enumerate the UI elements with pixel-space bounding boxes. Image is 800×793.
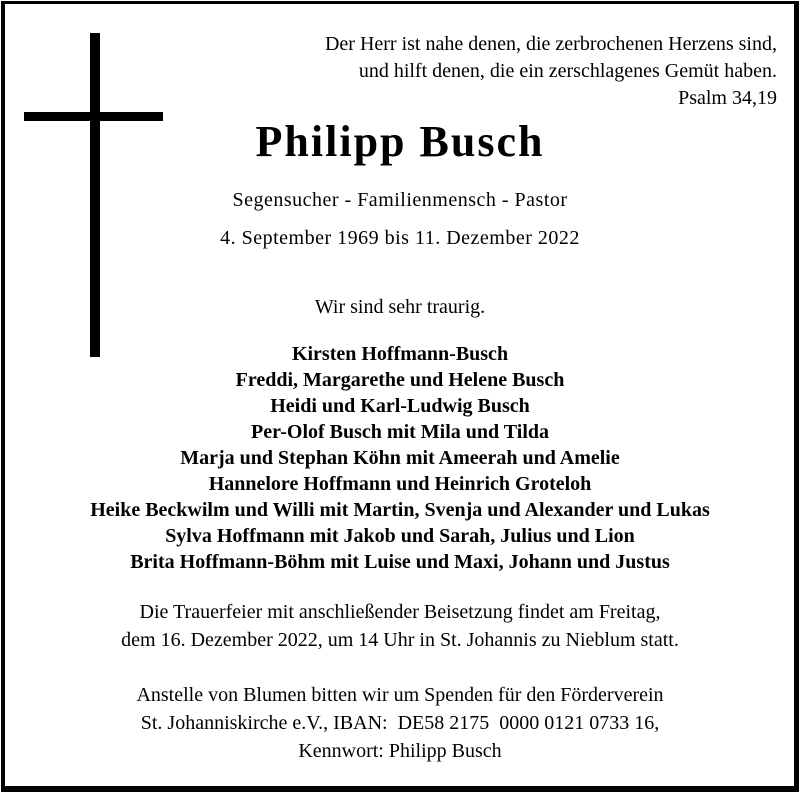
mourner-line: Freddi, Margarethe und Helene Busch [235, 369, 565, 391]
mourner-line: Hannelore Hoffmann und Heinrich Groteloh [208, 473, 592, 495]
funeral-details [0, 598, 800, 654]
quote-line: Der Herr ist nahe denen, die zerbrochenen Herzens sind, [324, 33, 777, 55]
donation-line: Kennwort: Philipp Busch [298, 740, 502, 762]
mourner-line: Per-Olof Busch mit Mila und Tilda [251, 421, 549, 443]
mourners-list [0, 341, 800, 575]
life-dates: 4. September 1969 bis 11. Dezember 2022 [220, 227, 580, 249]
mourner-line: Heidi und Karl-Ludwig Busch [270, 395, 530, 417]
quote-line: und hilft denen, die ein zerschlagenes Gemüt haben. [358, 60, 777, 82]
mourner-line: Sylva Hoffmann mit Jakob und Sarah, Julius und Lion [165, 525, 635, 547]
donation-line: Anstelle von Blumen bitten wir um Spenden für den Förderverein [136, 684, 664, 706]
mourning-statement: Wir sind sehr traurig. [314, 296, 486, 318]
donation-details [0, 681, 800, 765]
funeral-line: Die Trauerfeier mit anschließender Beisetzung findet am Freitag, [139, 601, 661, 623]
mourner-line: Brita Hoffmann-Böhm mit Luise und Maxi, Johann und Justus [130, 551, 670, 573]
deceased-subtitle: Segensucher - Familienmensch - Pastor [232, 189, 568, 211]
bible-quote [325, 31, 777, 112]
mourner-line: Kirsten Hoffmann-Busch [291, 343, 509, 365]
mourner-line: Marja und Stephan Köhn mit Ameerah und Amelie [180, 447, 620, 469]
mourner-line: Heike Beckwilm und Willi mit Martin, Svenja und Alexander und Lukas [90, 499, 710, 521]
deceased-name: Philipp Busch [255, 117, 545, 166]
donation-line: St. Johanniskirche e.V., IBAN: DE58 2175 0000 0121 0733 16, [140, 712, 660, 734]
funeral-line: dem 16. Dezember 2022, um 14 Uhr in St. Johannis zu Nieblum statt. [121, 629, 679, 651]
psalm-reference: Psalm 34,19 [678, 87, 777, 109]
